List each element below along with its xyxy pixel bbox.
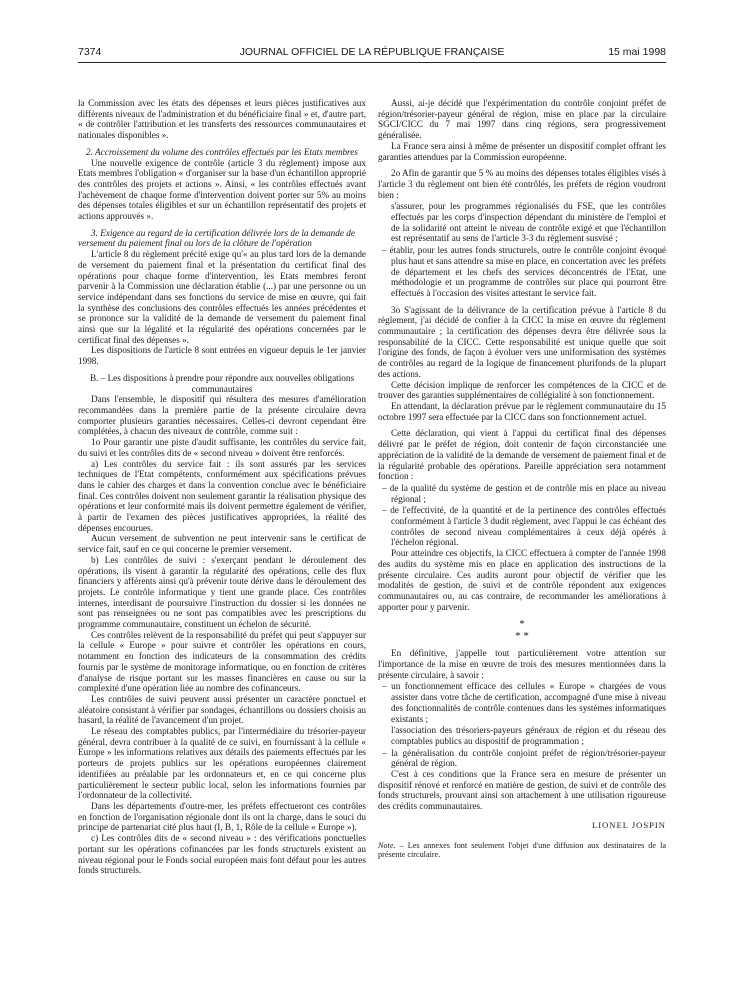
section-heading: 3. Exigence au regard de la certification délivrée lors de la demande de versement du paiement final ou lors de la clôture de l'opération (78, 227, 355, 249)
section-heading: B. – Les dispositions à prendre pour répondre aux nouvelles obligations communautaires (89, 372, 355, 394)
paragraph: La France sera ainsi à même de présenter un dispositif complet offrant les garanties attendues par la Commission européenne. (378, 140, 666, 162)
paragraph: Pour atteindre ces objectifs, la CICC effectuera à compter de l'année 1998 des audits du système mis en place en application des instructions de la présente circulaire. Ces audits auront pour objectif de vérifier que les modalités de gestion, de suivi et de contrôle répondent aux exigences communautaires ou, au cas contraire, de recommander les améliorations à apporter pour y parvenir. (378, 548, 666, 612)
journal-title: JOURNAL OFFICIEL DE LA RÉPUBLIQUE FRANÇAISE (239, 46, 505, 58)
paragraph: Les dispositions de l'article 8 sont entrées en vigueur depuis le 1er janvier 1998. (78, 345, 366, 367)
list-item: – de l'effectivité, de la quantité et de la pertinence des contrôles effectués conformément à l'article 3 dudit règlement, avec l'appui le cas échéant des contrôles de second niveau complémentaires à ceux déjà opérés à l'échelon régional. (382, 505, 666, 548)
list-item: – la généralisation du contrôle conjoint préfet de région/trésorier-payeur général de région. (382, 747, 666, 769)
right-column (378, 98, 666, 860)
list-item: – un fonctionnement efficace des cellules « Europe » chargées de vous assister dans votre tâche de certification, accompagné d'une mise à niveau des fonctionnalités de contrôle contenues dans les systèmes informatiques existants ; (382, 681, 666, 724)
paragraph: Les contrôles de suivi peuvent aussi présenter un caractère ponctuel et aléatoire consistant à vérifier par sondages, échantillons ou dossiers choisis au hasard, la réalité de l'avancement d'un projet. (78, 693, 366, 726)
section-separator: * * * (515, 618, 529, 643)
right-column-paragraphs (378, 98, 666, 812)
paragraph: a) Les contrôles du service fait : ils sont assurés par les services techniques de l'Etat compétents, conformément aux spécifications prévues dans le cahier des charges et dans la convention conclue avec le bénéficiaire final. Ces contrôles doivent non seulement garantir la réalisation physique des opérations et leur conformité mais ils doivent permettre également de vérifier, à partir de l'examen des pièces justificatives appropriées, la réalité des dépenses encourues. (78, 458, 366, 533)
paragraph: Une nouvelle exigence de contrôle (article 3 du règlement) impose aux Etats membres l'obligation « d'organiser sur la base d'un échantillon approprié des contrôles des projets et actions ». Ainsi, « les contrôles effectués avant l'achèvement de chaque forme d'intervention doivent porter sur 5% au moins des dépenses totales éligibles et sur un échantillon représentatif des projets et actions approuvés ». (78, 157, 366, 222)
list-item: – de la qualité du système de gestion et de contrôle mis en place au niveau régional ; (382, 482, 666, 504)
left-column (78, 98, 366, 876)
header-rule (78, 62, 666, 63)
paragraph: Dans les départements d'outre-mer, les préfets effectueront ces contrôles en fonction de l'organisation régionale dont ils ont la charge, dans le souci du principe de partenariat cité plus haut (I, B, 1, Rôle de la cellule « Europe »). (78, 801, 366, 833)
page-number: 7374 (78, 46, 102, 58)
paragraph: 2o Afin de garantir que 5 % au moins des dépenses totales éligibles visés à l'article 3 du règlement ont bien été contrôlés, les préfets de région voudront bien : (378, 168, 666, 200)
page-header (78, 46, 666, 60)
paragraph: En définitive, j'appelle tout particulièrement votre attention sur l'importance de la mise en œuvre de trois des mesures mentionnées dans la présente circulaire, à savoir : (378, 648, 666, 680)
paragraph: 1o Pour garantir une piste d'audit suffisante, les contrôles du service fait, du suivi et les contrôles dits de « second niveau » doivent être renforcés. (78, 437, 366, 458)
footnote-text: – Les annexes font seulement l'objet d'une diffusion aux destinataires de la présente circulaire. (378, 840, 666, 860)
paragraph: En attendant, la déclaration prévue par le règlement communautaire du 15 octobre 1997 sera effectuée par la CICC dans son fonctionnement actuel. (378, 400, 666, 422)
paragraph: Cette déclaration, qui vient à l'appui du certificat final des dépenses délivré par le préfet de région, doit contenir de façon circonstanciée une appréciation de la validité de la demande de versement de paiement final et de la régularité probable des opérations. Pareille appréciation sera notamment fonction : (378, 428, 666, 482)
issue-date: 15 mai 1998 (608, 46, 666, 58)
paragraph: c) Les contrôles dits de « second niveau » : des vérifications ponctuelles portant sur les opérations cofinancées par les fonds structurels existent au niveau régional pour le Fonds social européen mais font défaut pour les autres fonds structurels. (78, 833, 366, 876)
list-item: s'assurer, pour les programmes régionalisés du FSE, que les contrôles effectués par les corps d'inspection dépendant du ministère de l'emploi et de la solidarité ont atteint le niveau de contrôle exigé et que l'échantillon est représentatif au sens de l'article 3-3 du règlement susvisé ; (391, 201, 666, 244)
paragraph: Aussi, ai-je décidé que l'expérimentation du contrôle conjoint préfet de région/trésorier-payeur général de région, mise en place par la circulaire SGCI/CICC du 7 mai 1997 dans cinq régions, sera progressivement généralisée. (378, 98, 666, 141)
paragraph: Le réseau des comptables publics, par l'intermédiaire du trésorier-payeur général, devra contribuer à la qualité de ce suivi, en fournissant à la cellule « Europe » les informations relatives aux détails des paiements effectués par les porteurs de projets publics sur les opérations européennes clairement identifiées au préalable par les ordonnateurs et, en ce qui concerne plus particulièrement le secteur public local, selon les informations fournies par l'ordonnateur de la collectivité. (78, 726, 366, 801)
paragraph: Cette décision implique de renforcer les compétences de la CICC et de trouver des garanties supplémentaires de collégialité à son fonctionnement. (378, 379, 666, 401)
paragraph: Ces contrôles relèvent de la responsabilité du préfet qui peut s'appuyer sur la cellule « Europe » pour suivre et contrôler les opérations en cours, notamment en fonction des indicateurs de la consommation des crédits fournis par le système de monitorage informatique, ou en fonction de critères d'analyse de risque portant sur les masses financières en cause ou sur la complexité d'une opération liée au nombre des cofinanceurs. (78, 629, 366, 694)
paragraph: b) Les contrôles de suivi : s'exerçant pendant le déroulement des opérations, ils visent à garantir la régularité des opérations, celle des flux financiers y afférents ainsi qu'à prévenir toute dérive dans le déroulement des projets. Le contrôle informatique y tient une grande place. Ces contrôles internes, interdisant de poursuivre l'instruction du dossier si les données ne sont pas renseignées ou ne sont pas compatibles avec les prescriptions du programme communautaire, constituent un échelon de sécurité. (78, 554, 366, 630)
list-item: – établir, pour les autres fonds structurels, outre le contrôle conjoint évoqué plus haut et sans attendre sa mise en place, en concertation avec les préfets de département et les chefs des services déconcentrés de l'Etat, une méthodologie et un programme de contrôles sur place qui pourront être effectués à l'occasion des visites attestant le service fait. (382, 245, 666, 298)
paragraph: 3o S'agissant de la délivrance de la certification prévue à l'article 8 du règlement, j'ai décidé de confier à la CICC la mise en œuvre du règlement communautaire ; la certification des dépenses devra être délivrée sous la responsabilité de la CICC. Cette responsabilité est unique quelle que soit l'origine des fonds, de façon à évoluer vers une uniformisation des systèmes de contrôles au regard de la logique de financement plurifonds de la plupart des actions. (378, 304, 666, 379)
paragraph: la Commission avec les états des dépenses et leurs pièces justificatives aux différents niveaux de l'administration et du bénéficiaire final » et, d'autre part, « de contrôler l'attribution et les transferts des ressources communautaires et nationales disponibles ». (78, 98, 366, 141)
paragraph: L'article 8 du règlement précité exige qu'« au plus tard lors de la demande de versement du paiement final et la présentation du certificat final des opérations pour chaque forme d'intervention, les Etats membres feront parvenir à la Commission une déclaration établie (...) par une personne ou un service indépendant dans ses fonctions du service de mise en œuvre, qui fait la synthèse des conclusions des contrôles effectués les années précédentes et se prononce sur la validité de la demande de versement du paiement final ainsi que sur la légalité et la régularité des opérations concernées par le certificat final des dépenses ». (78, 249, 366, 345)
paragraph: Dans l'ensemble, le dispositif qui résultera des mesures d'amélioration recommandées dans la première partie de la présente circulaire devra comporter plusieurs garanties nécessaires. Celles-ci devront cependant être complétées, à chacun des niveaux de contrôle, comme suit : (78, 394, 366, 437)
footnote-label: Note. (378, 840, 396, 850)
section-heading: 2. Accroissement du volume des contrôles effectués par les Etats membres (86, 146, 358, 157)
paragraph: Aucun versement de subvention ne peut intervenir sans le certificat de service fait, sauf en ce qui concerne le premier versement. (78, 533, 366, 555)
list-item: l'association des trésoriers-payeurs généraux de région et du réseau des comptables publics au dispositif de programmation ; (391, 725, 666, 746)
footnote (378, 841, 666, 860)
paragraph: C'est à ces conditions que la France sera en mesure de présenter un dispositif rénové et renforcé en matière de gestion, de suivi et de contrôle des fonds structurels, prouvant ainsi son attachement à une utilisation rigoureuse des crédits communautaires. (378, 769, 666, 812)
signature: LIONEL JOSPIN (591, 819, 666, 830)
